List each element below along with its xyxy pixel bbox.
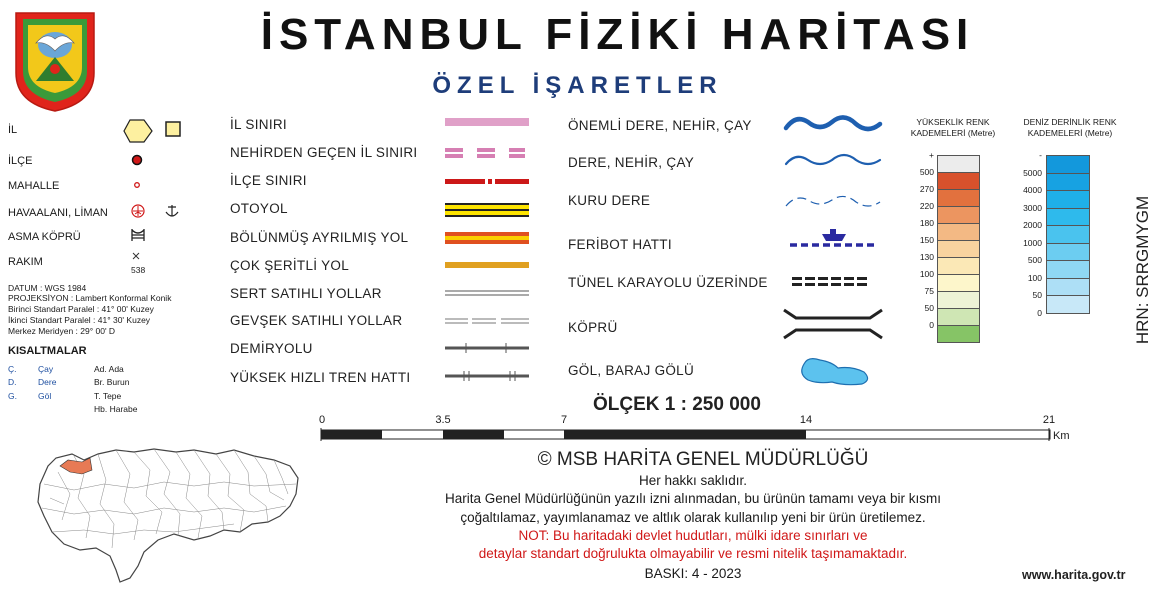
- first-parallel-text: Birinci Standart Paralel : 41° 00' Kuzey: [8, 304, 154, 314]
- color-step: [1046, 260, 1090, 279]
- color-step: [937, 172, 980, 190]
- paved-road-symbol: [445, 291, 529, 295]
- province-icon: [122, 118, 188, 144]
- scale-label: 500: [1027, 255, 1042, 265]
- color-step: [1046, 225, 1090, 244]
- color-step: [937, 308, 980, 326]
- turkey-locator-map-icon: [34, 444, 304, 586]
- color-step: [1046, 243, 1090, 262]
- scale-label: 100: [919, 269, 934, 279]
- elevation-scale-title: YÜKSEKLİK RENK KADEMELERİ (Metre): [910, 117, 996, 138]
- scale-label: 75: [924, 286, 934, 296]
- abbr-code: G.: [8, 391, 17, 401]
- legend-label-neighborhood: MAHALLE: [8, 180, 60, 192]
- scale-bar: [320, 428, 1052, 442]
- legend-label-province: İL: [8, 124, 18, 136]
- legend-label-divided-road: BÖLÜNMÜŞ AYRILMIŞ YOL: [230, 230, 409, 245]
- abbr-item: Hb. Harabe: [94, 404, 138, 414]
- abbr-meaning: Çay: [38, 364, 54, 374]
- map-title: İSTANBUL FİZİKİ HARİTASI: [260, 10, 975, 59]
- middle-legend-symbols: [440, 110, 535, 390]
- scale-label: 50: [924, 303, 934, 313]
- license-text-line2: çoğaltılamaz, yayımlanamaz ve altlık olarak kullanılıp yeni bir ürün üretilemez.: [460, 510, 926, 525]
- scale-tick-label: 7: [560, 414, 568, 426]
- color-step: [937, 274, 980, 292]
- scale-label: +: [929, 150, 934, 160]
- sheet-code-vertical: HRN: SRRGMYGM: [1133, 195, 1152, 345]
- color-step: [937, 155, 980, 173]
- legend-label-railway: DEMİRYOLU: [230, 341, 313, 356]
- scale-label: 0: [1037, 307, 1042, 318]
- legend-label-bridge: KÖPRÜ: [568, 320, 618, 335]
- scale-label: 100: [1027, 272, 1042, 283]
- scale-label: 3000: [1023, 202, 1042, 213]
- color-step: [1046, 278, 1090, 297]
- dry-stream-symbol: [786, 196, 880, 206]
- unpaved-road-symbol: [445, 319, 529, 323]
- railway-symbol: [445, 343, 529, 353]
- color-step: [937, 206, 980, 224]
- scale-label: 500: [919, 167, 934, 177]
- divided-road-symbol: [445, 232, 529, 244]
- second-parallel-text: İkinci Standart Paralel : 41° 30' Kuzey: [8, 315, 151, 325]
- rights-text: Her hakkı saklıdır.: [638, 473, 748, 488]
- elevation-point-icon: [132, 252, 140, 260]
- legend-label-dry-stream: KURU DERE: [568, 193, 651, 208]
- scale-label: 0: [929, 320, 934, 330]
- abbr-meaning: Göl: [38, 391, 52, 401]
- scale-label: -: [1039, 150, 1042, 160]
- color-step: [1046, 208, 1090, 227]
- legend-label-airport-port: HAVAALANI, LİMAN: [8, 207, 108, 219]
- legend-label-lake: GÖL, BARAJ GÖLÜ: [568, 363, 695, 378]
- color-step: [1046, 155, 1090, 174]
- abbr-code: D.: [8, 377, 17, 387]
- scale-tick-label: 0: [318, 414, 326, 426]
- abbr-item: Br. Burun: [94, 377, 130, 387]
- right-legend-symbols: [780, 110, 885, 390]
- elevation-color-bar: [937, 155, 980, 343]
- color-step: [1046, 295, 1090, 314]
- district-dot-icon: [131, 154, 143, 166]
- legend-label-unpaved-road: GEVŞEK SATIHLI YOLLAR: [230, 313, 403, 328]
- legend-label-elevation: RAKIM: [8, 256, 43, 268]
- color-step: [1046, 190, 1090, 209]
- color-step: [937, 325, 980, 343]
- legend-label-suspension-bridge: ASMA KÖPRÜ: [8, 231, 81, 243]
- legend-label-district: İLÇE: [8, 155, 33, 167]
- scale-label: 270: [919, 184, 934, 194]
- legend-label-il-siniri: İL SINIRI: [230, 117, 287, 132]
- scale-tick-label: 21: [1042, 414, 1056, 426]
- river-province-border-symbol: [445, 148, 525, 158]
- scale-label: 5000: [1023, 167, 1042, 178]
- color-step: [1046, 173, 1090, 192]
- edition-text: BASKI: 4 - 2023: [644, 566, 742, 581]
- note-text-line1: NOT: Bu haritadaki devlet hudutları, mülki idare sınırları ve: [518, 528, 868, 543]
- legend-label-river: DERE, NEHİR, ÇAY: [568, 155, 695, 170]
- legend-label-district-border: İLÇE SINIRI: [230, 173, 307, 188]
- depth-color-bar: [1046, 155, 1090, 314]
- central-meridian-text: Merkez Meridyen : 29° 00' D: [8, 326, 116, 336]
- scale-tick-label: 14: [799, 414, 813, 426]
- motorway-symbol: [445, 203, 529, 217]
- neighborhood-dot-icon: [133, 181, 141, 189]
- scale-label: 50: [1032, 290, 1042, 300]
- scale-unit: Km: [1053, 430, 1070, 442]
- color-step: [937, 223, 980, 241]
- legend-subtitle: ÖZEL İŞARETLER: [432, 72, 723, 99]
- abbr-meaning: Dere: [38, 377, 57, 387]
- ferry-line-symbol: [790, 229, 878, 245]
- legend-label-high-speed-rail: YÜKSEK HIZLI TREN HATTI: [230, 370, 411, 385]
- major-river-symbol: [786, 117, 880, 129]
- abbreviations-title: KISALTMALAR: [8, 345, 87, 357]
- scale-tick-label: 3.5: [435, 414, 451, 426]
- scale-label: 180: [919, 218, 934, 228]
- projection-text: PROJEKSİYON : Lambert Konformal Konik: [8, 293, 172, 303]
- river-symbol: [786, 155, 880, 164]
- lake-symbol: [802, 359, 868, 385]
- license-text-line1: Harita Genel Müdürlüğünün yazılı izni alınmadan, bu ürünün tamamı veya bir kısmı: [445, 491, 941, 506]
- legend-label-major-river: ÖNEMLİ DERE, NEHİR, ÇAY: [568, 118, 752, 133]
- airport-port-icon: [130, 203, 182, 219]
- abbr-code: Ç.: [8, 364, 17, 374]
- province-border-symbol: [445, 118, 529, 126]
- bridge-symbol: [784, 310, 882, 338]
- legend-label-paved-road: SERT SATIHLI YOLLAR: [230, 286, 382, 301]
- note-text-line2: detaylar standart doğrulukta olmayabilir ve resmi nitelik taşımamaktadır.: [478, 546, 908, 561]
- scale-label: 220: [919, 201, 934, 211]
- high-speed-rail-symbol: [445, 371, 529, 381]
- scale-label: 2000: [1023, 220, 1042, 230]
- legend-label-motorway: OTOYOL: [230, 201, 288, 216]
- legend-label-multilane-road: ÇOK ŞERİTLİ YOL: [230, 258, 350, 273]
- color-step: [937, 240, 980, 258]
- scale-label: 4000: [1023, 185, 1042, 195]
- copyright-text: © MSB HARİTA GENEL MÜDÜRLÜĞÜ: [537, 449, 869, 470]
- color-step: [937, 189, 980, 207]
- multilane-road-symbol: [445, 262, 529, 268]
- website-link[interactable]: www.harita.gov.tr: [1022, 568, 1126, 582]
- depth-scale-title: DENİZ DERİNLİK RENK KADEMELERİ (Metre): [1023, 117, 1117, 138]
- scale-label: 1000: [1023, 237, 1042, 248]
- color-step: [937, 291, 980, 309]
- road-tunnel-symbol: [792, 277, 867, 286]
- elevation-sample-value: 538: [131, 265, 146, 275]
- color-step: [937, 257, 980, 275]
- legend-label-ferry-line: FERİBOT HATTI: [568, 237, 672, 252]
- district-border-symbol: [445, 179, 529, 184]
- scale-label: 130: [919, 252, 934, 262]
- suspension-bridge-icon: [130, 227, 146, 243]
- scale-label: 150: [919, 235, 934, 245]
- scale-title: ÖLÇEK 1 : 250 000: [593, 394, 761, 415]
- legend-label-river-province-border: NEHİRDEN GEÇEN İL SINIRI: [230, 145, 418, 160]
- legend-label-road-tunnel: TÜNEL KARAYOLU ÜZERİNDE: [568, 275, 768, 290]
- abbr-item: Ad. Ada: [94, 364, 124, 374]
- datum-text: DATUM : WGS 1984: [8, 283, 87, 293]
- abbr-item: T. Tepe: [94, 391, 122, 401]
